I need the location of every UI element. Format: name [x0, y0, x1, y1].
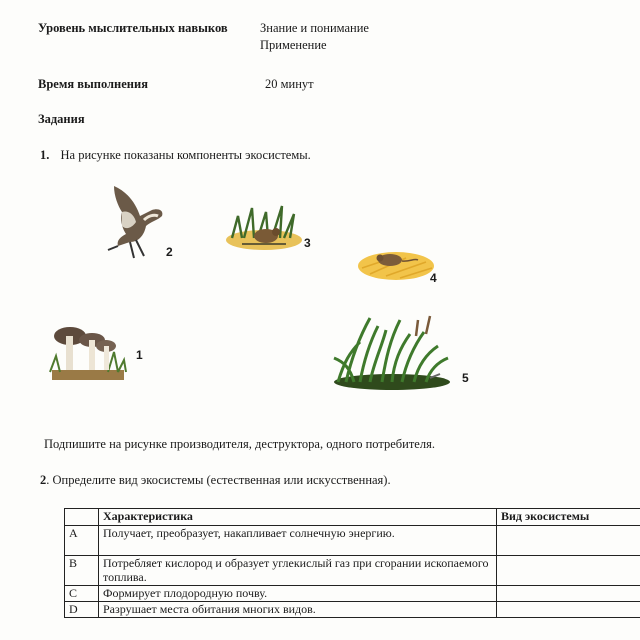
row-characteristic: Разрушает места обитания многих видов. — [99, 602, 497, 618]
bird-of-prey-icon — [100, 180, 172, 268]
task1-line — [40, 148, 311, 163]
figure-label-5: 5 — [462, 371, 469, 385]
table-header-characteristic: Характеристика — [99, 509, 497, 526]
row-letter: B — [65, 556, 99, 586]
mushrooms-icon — [48, 322, 128, 384]
task2-number: 2 — [40, 473, 47, 487]
row-answer-cell[interactable] — [497, 526, 640, 556]
table-row — [65, 526, 640, 556]
task2-line — [40, 473, 391, 488]
row-letter: D — [65, 602, 99, 618]
row-characteristic: Получает, преобразует, накапливает солнечную энергию. — [99, 526, 497, 556]
row-letter: C — [65, 586, 99, 602]
table-row — [65, 556, 640, 586]
row-letter: A — [65, 526, 99, 556]
row-characteristic: Потребляет кислород и образует углекислый газ при сгорании ископаемого топлива. — [99, 556, 497, 586]
ecosystem-table — [64, 508, 640, 618]
task2-text: . Определите вид экосистемы (естественная или искусственная). — [46, 473, 391, 487]
row-characteristic: Формирует плодородную почву. — [99, 586, 497, 602]
table-header-ecosystem-type: Вид экосистемы — [497, 509, 640, 526]
task1-text: На рисунке показаны компоненты экосистемы. — [60, 148, 311, 162]
row-answer-cell[interactable] — [497, 556, 640, 586]
figure-label-1: 1 — [136, 348, 143, 362]
figure-label-2: 2 — [166, 245, 173, 259]
time-label: Время выполнения — [38, 77, 148, 91]
table-row — [65, 586, 640, 602]
skills-value-1: Знание и понимание — [260, 21, 369, 35]
row-answer-cell[interactable] — [497, 586, 640, 602]
task1-number: 1. — [40, 148, 50, 162]
time-value: 20 минут — [265, 77, 314, 91]
rodent-in-grass-icon — [222, 198, 304, 256]
figure-label-4: 4 — [430, 271, 437, 285]
row-answer-cell[interactable] — [497, 602, 640, 618]
skills-label: Уровень мыслительных навыков — [38, 21, 228, 35]
table-header-letter — [65, 509, 99, 526]
table-row — [65, 602, 640, 618]
skills-value-2: Применение — [260, 38, 327, 52]
figure-label-3: 3 — [304, 236, 311, 250]
mouse-on-straw-icon — [356, 240, 436, 284]
grass-tuft-icon — [330, 312, 454, 392]
table-header-row — [65, 509, 640, 526]
task1-instruction: Подпишите на рисунке производителя, деструктора, одного потребителя. — [44, 437, 435, 451]
tasks-title: Задания — [38, 112, 85, 126]
